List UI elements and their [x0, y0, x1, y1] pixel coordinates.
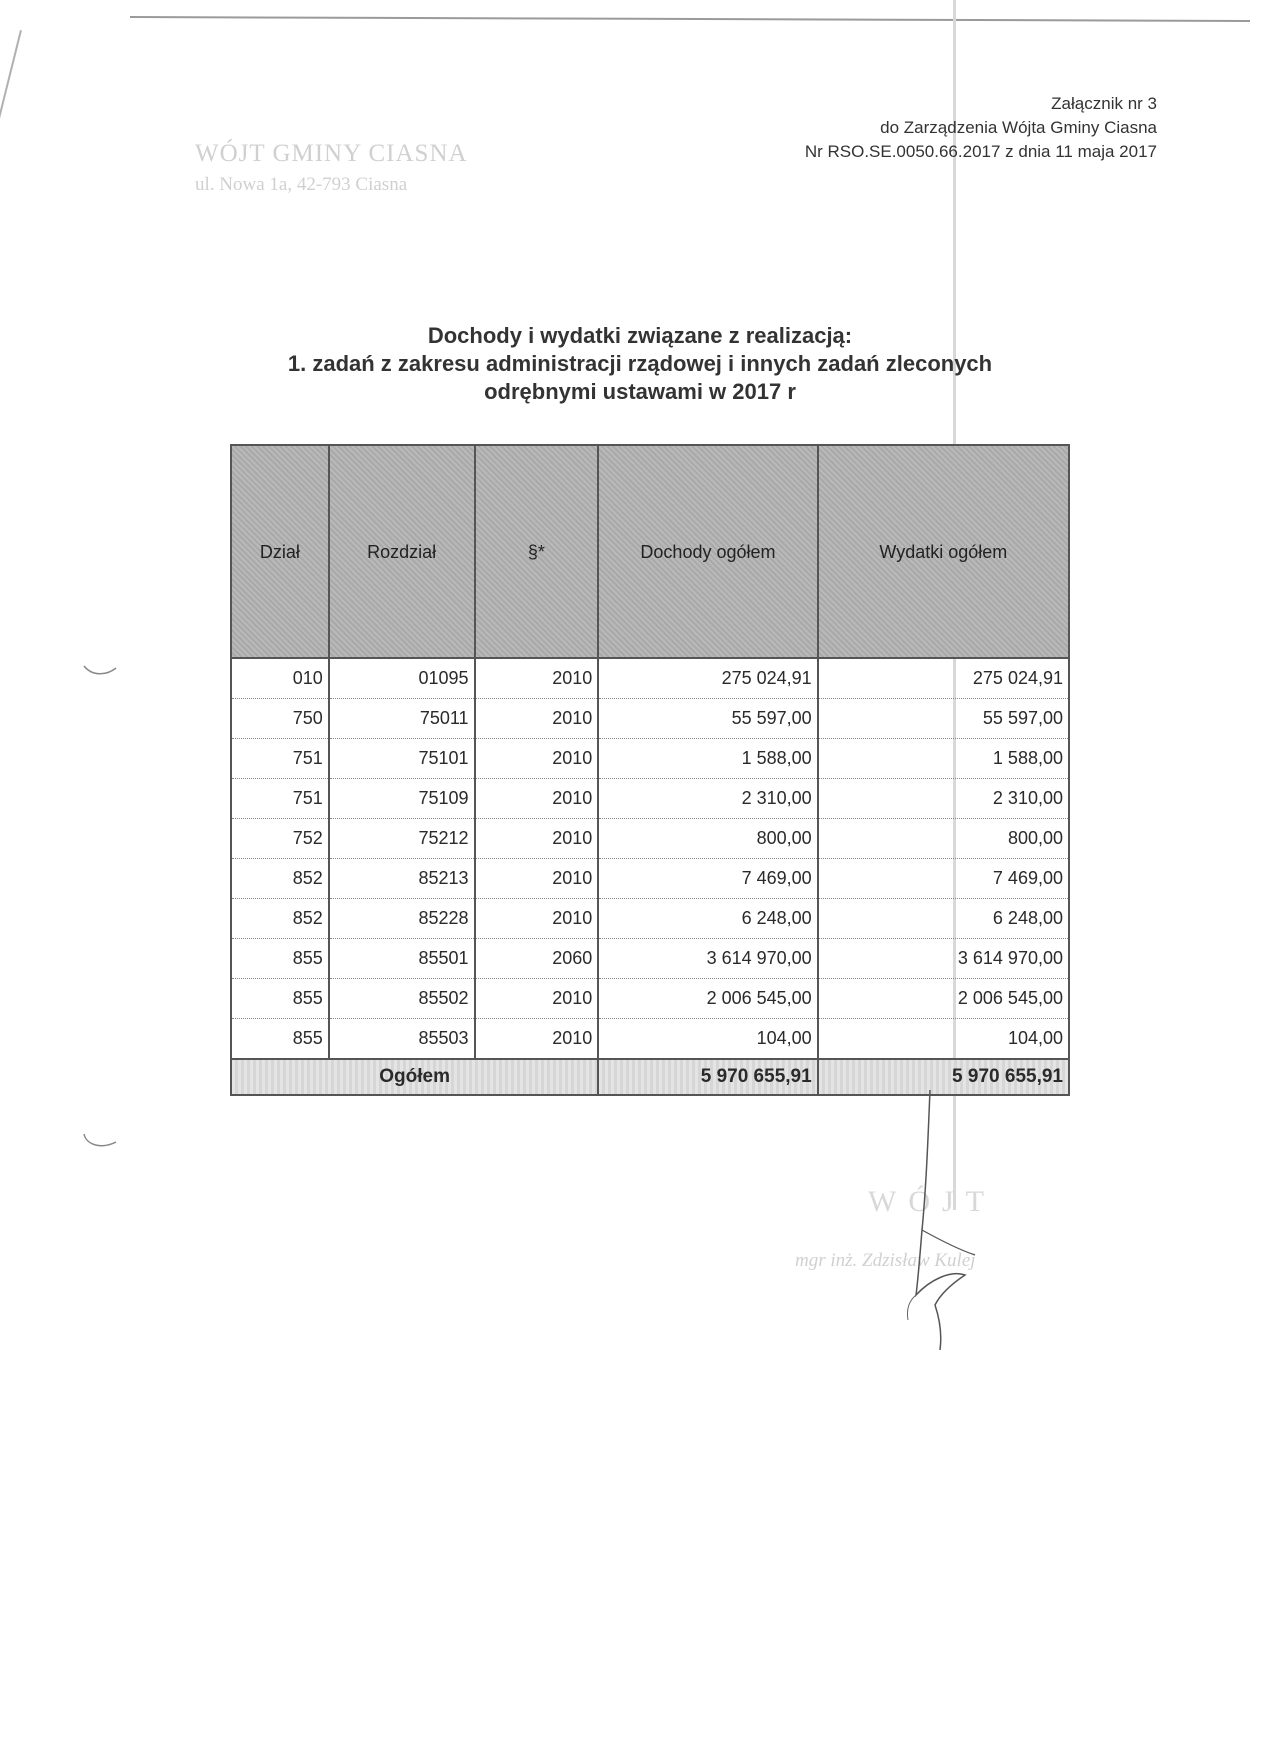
cell-paragraph: 2010 — [475, 658, 599, 699]
cell-paragraph: 2060 — [475, 939, 599, 979]
cell-dochody: 7 469,00 — [598, 859, 817, 899]
cell-dzial: 751 — [231, 739, 329, 779]
table-row — [231, 739, 1069, 779]
cell-dzial: 855 — [231, 939, 329, 979]
cell-paragraph: 2010 — [475, 779, 599, 819]
title-line-1: Dochody i wydatki związane z realizacją: — [427, 323, 853, 348]
annex-ordinance: do Zarządzenia Wójta Gminy Ciasna — [880, 118, 1157, 137]
table-row — [231, 939, 1069, 979]
table-row — [231, 658, 1069, 699]
cell-wydatki: 275 024,91 — [818, 658, 1069, 699]
cell-dochody: 3 614 970,00 — [598, 939, 817, 979]
scan-edge-top — [130, 16, 1250, 22]
cell-wydatki: 7 469,00 — [818, 859, 1069, 899]
cell-dochody: 1 588,00 — [598, 739, 817, 779]
cell-rozdzial: 01095 — [329, 658, 475, 699]
cell-dzial: 852 — [231, 859, 329, 899]
income-expenses-table — [230, 444, 1070, 1096]
cell-dzial: 750 — [231, 699, 329, 739]
table-body — [231, 658, 1069, 1059]
cell-paragraph: 2010 — [475, 979, 599, 1019]
table-row — [231, 779, 1069, 819]
cell-rozdzial: 75109 — [329, 779, 475, 819]
cell-rozdzial: 85228 — [329, 899, 475, 939]
cell-dzial: 852 — [231, 899, 329, 939]
cell-dzial: 855 — [231, 1019, 329, 1060]
document-title — [200, 322, 1080, 406]
cell-dzial: 752 — [231, 819, 329, 859]
cell-dochody: 2 310,00 — [598, 779, 817, 819]
cell-wydatki: 3 614 970,00 — [818, 939, 1069, 979]
scan-mark-lower — [80, 1130, 120, 1154]
cell-rozdzial: 85501 — [329, 939, 475, 979]
stamp-line-2: ul. Nowa 1a, 42-793 Ciasna — [195, 174, 408, 195]
cell-rozdzial: 85503 — [329, 1019, 475, 1060]
cell-paragraph: 2010 — [475, 899, 599, 939]
total-label: Ogółem — [231, 1059, 598, 1095]
cell-rozdzial: 85213 — [329, 859, 475, 899]
cell-dochody: 275 024,91 — [598, 658, 817, 699]
cell-dochody: 2 006 545,00 — [598, 979, 817, 1019]
cell-paragraph: 2010 — [475, 859, 599, 899]
header-paragraph: §* — [475, 445, 599, 658]
cell-dzial: 855 — [231, 979, 329, 1019]
header-dzial: Dział — [231, 445, 329, 658]
cell-dochody: 800,00 — [598, 819, 817, 859]
table-row — [231, 979, 1069, 1019]
annex-reference — [805, 92, 1157, 164]
stamp-line-1: WÓJT GMINY CIASNA — [195, 140, 468, 167]
annex-ordinance-number: Nr RSO.SE.0050.66.2017 z dnia 11 maja 2017 — [804, 142, 1157, 161]
cell-dochody: 104,00 — [598, 1019, 817, 1060]
cell-wydatki: 1 588,00 — [818, 739, 1069, 779]
cell-rozdzial: 75212 — [329, 819, 475, 859]
header-wydatki: Wydatki ogółem — [818, 445, 1069, 658]
header-rozdzial: Rozdział — [329, 445, 475, 658]
header-dochody: Dochody ogółem — [598, 445, 817, 658]
signature-title: WÓJT — [868, 1185, 996, 1218]
cell-paragraph: 2010 — [475, 699, 599, 739]
signature-name: mgr inż. Zdzisław Kulej — [795, 1250, 976, 1271]
cell-dzial: 751 — [231, 779, 329, 819]
table-row — [231, 699, 1069, 739]
cell-paragraph: 2010 — [475, 1019, 599, 1060]
cell-wydatki: 2 310,00 — [818, 779, 1069, 819]
table-row — [231, 819, 1069, 859]
title-line-2: 1. zadań z zakresu administracji rządowej i innych zadań zleconych — [287, 351, 993, 376]
cell-wydatki: 2 006 545,00 — [818, 979, 1069, 1019]
annex-number: Załącznik nr 3 — [1051, 94, 1157, 113]
cell-wydatki: 6 248,00 — [818, 899, 1069, 939]
cell-rozdzial: 85502 — [329, 979, 475, 1019]
office-stamp — [195, 140, 468, 196]
cell-paragraph: 2010 — [475, 819, 599, 859]
scan-mark-upper — [80, 660, 120, 680]
table-row — [231, 1019, 1069, 1060]
cell-rozdzial: 75101 — [329, 739, 475, 779]
scan-edge-left — [0, 30, 22, 312]
cell-dochody: 6 248,00 — [598, 899, 817, 939]
total-expenses: 5 970 655,91 — [818, 1059, 1069, 1095]
cell-wydatki: 55 597,00 — [818, 699, 1069, 739]
table-header-row — [231, 445, 1069, 658]
cell-wydatki: 104,00 — [818, 1019, 1069, 1060]
total-income: 5 970 655,91 — [598, 1059, 817, 1095]
table-row — [231, 859, 1069, 899]
cell-wydatki: 800,00 — [818, 819, 1069, 859]
handwritten-signature — [880, 1080, 990, 1360]
table-row — [231, 899, 1069, 939]
cell-paragraph: 2010 — [475, 739, 599, 779]
cell-dochody: 55 597,00 — [598, 699, 817, 739]
cell-dzial: 010 — [231, 658, 329, 699]
title-line-3: odrębnymi ustawami w 2017 r — [484, 379, 796, 404]
cell-rozdzial: 75011 — [329, 699, 475, 739]
